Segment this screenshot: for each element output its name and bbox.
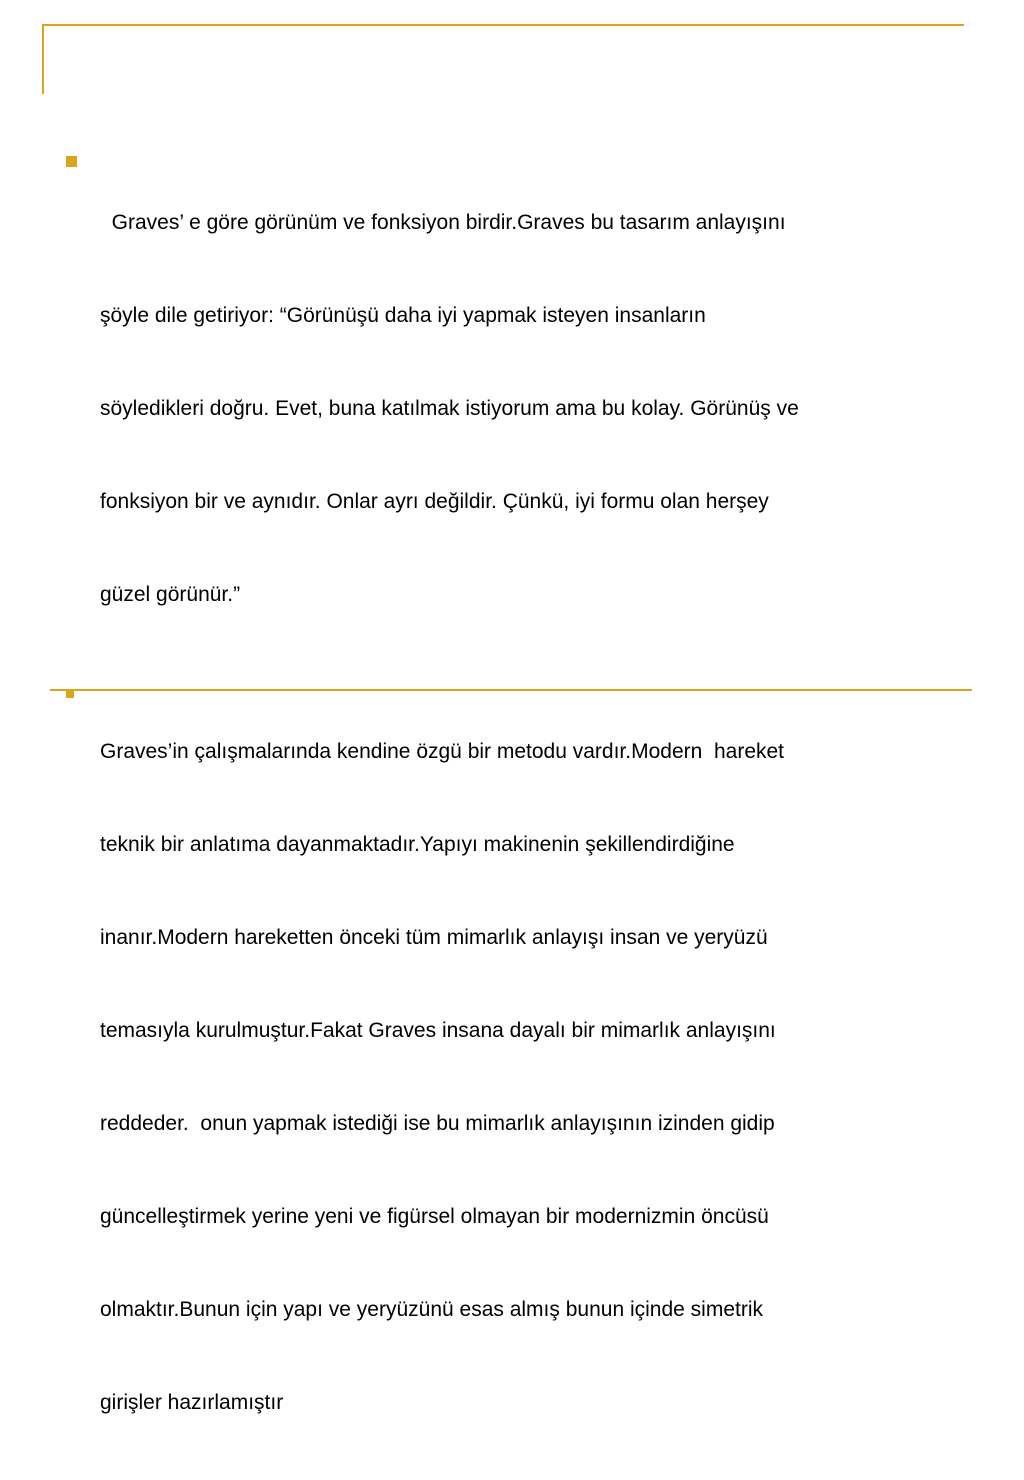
text-line: Graves’in çalışmalarında kendine özgü bir metodu vardır.Modern hareket	[100, 740, 785, 763]
square-bullet-icon	[66, 156, 77, 167]
square-bullet-icon	[66, 690, 74, 698]
left-border-line	[42, 24, 44, 94]
text-line: reddeder. onun yapmak istediği ise bu mimarlık anlayışının izinden gidip	[100, 1112, 775, 1135]
slide-body	[60, 145, 965, 1480]
text-line: söyledikleri doğru. Evet, buna katılmak istiyorum ama bu kolay. Görünüş ve	[100, 397, 799, 420]
bullet-item-1	[60, 145, 965, 672]
text-line: güzel görünür.”	[100, 583, 241, 606]
bullet-item-2	[60, 674, 965, 1480]
text-line: temasıyla kurulmuştur.Fakat Graves insana dayalı bir mimarlık anlayışını	[100, 1019, 776, 1042]
top-border-line	[42, 24, 964, 26]
bullet-text-2	[100, 674, 965, 1480]
text-line: inanır.Modern hareketten önceki tüm mimarlık anlayışı insan ve yeryüzü	[100, 926, 768, 949]
text-line: güncelleştirmek yerine yeni ve figürsel olmayan bir modernizmin öncüsü	[100, 1205, 769, 1228]
text-line: fonksiyon bir ve aynıdır. Onlar ayrı değildir. Çünkü, iyi formu olan herşey	[100, 490, 769, 513]
bullet-text-1	[100, 145, 965, 672]
text-line: Graves’ e göre görünüm ve fonksiyon birdir.Graves bu tasarım anlayışını	[100, 211, 786, 234]
text-line: girişler hazırlamıştır	[100, 1391, 284, 1414]
text-line: teknik bir anlatıma dayanmaktadır.Yapıyı makinenin şekillendirdiğine	[100, 833, 735, 856]
text-line: şöyle dile getiriyor: “Görünüşü daha iyi yapmak isteyen insanların	[100, 304, 706, 327]
bottom-border-line	[50, 689, 972, 691]
text-line: olmaktır.Bunun için yapı ve yeryüzünü esas almış bunun içinde simetrik	[100, 1298, 763, 1321]
